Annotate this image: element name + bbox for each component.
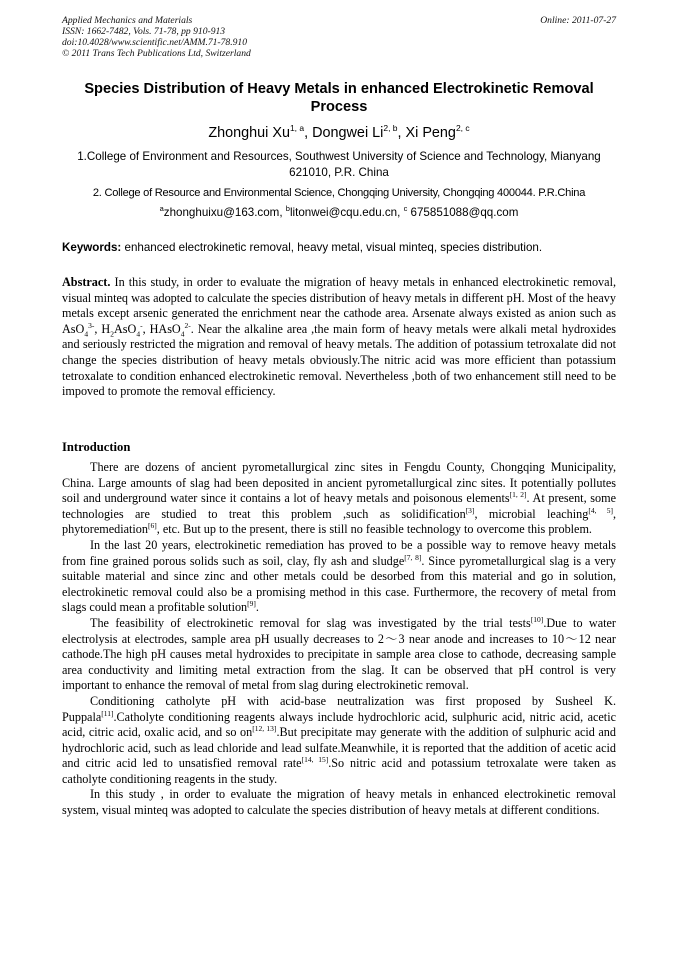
paragraph-text: . — [255, 600, 259, 615]
intro-paragraph-5: In this study , in order to evaluate the migration of heavy metals in enhanced electrokinetic removal system, visual minteq was adopted to calculate the species distribution of heavy metals at different conditions. — [62, 787, 616, 818]
abstract-text: , HAsO — [142, 321, 181, 336]
journal-header — [62, 15, 251, 59]
paragraph-text: .But precipitate may generate with the addition of sulphuric acid and hydrochloric acid, such as lead chloride and lead sulfate.Meanwhile, it is reported that the addition of acetic acid and citric acid led to unsatisfied removal rate — [62, 725, 616, 771]
chem-superscript: 2- — [184, 320, 191, 330]
citation[interactable]: [9] — [247, 599, 256, 609]
intro-paragraph-2 — [62, 538, 616, 616]
keywords-line — [62, 240, 616, 256]
citation[interactable]: [6] — [147, 521, 157, 531]
abstract-text: AsO — [113, 321, 137, 336]
affiliation-1: 1.College of Environment and Resources, Southwest University of Science and Technology, Mianyang 621010, P.R. China — [77, 150, 601, 179]
citation[interactable]: [10] — [530, 614, 544, 624]
doi-line: doi:10.4028/www.scientific.net/AMM.71-78.910 — [62, 37, 248, 48]
paragraph-text: , etc. But up to the present, there is still no feasible technology to overcome this problem. — [156, 522, 592, 537]
author-affil-mark: 1, a — [289, 123, 305, 134]
copyright-line: © 2011 Trans Tech Publications Ltd, Switzerland — [62, 48, 251, 59]
email-b[interactable]: litonwei@cqu.edu.cn, — [289, 206, 404, 219]
email-mark: b — [285, 204, 290, 214]
paragraph-text: .So nitric acid and potassium tetroxalate were taken as catholyte conditioning reagents in the study. — [62, 756, 617, 786]
abstract — [62, 275, 616, 400]
author-affil-mark: 2, b — [383, 123, 398, 134]
paper-title: Species Distribution of Heavy Metals in enhanced Electrokinetic Removal Process — [84, 81, 594, 115]
paragraph-text: . Since pyrometallurgical slag is a very suitable material and since zinc and other metals could be desorbed from this material and go in solution, electrokinetic removal could also be a promising method in this case. Furthermore, the recovery of metal from slags could mean a profitable solution — [62, 553, 616, 615]
paragraph-text: Conditioning catholyte pH with acid-base neutralization was first proposed by Susheel K. Puppala — [62, 693, 616, 724]
issn-line: ISSN: 1662-7482, Vols. 71-78, pp 910-913 — [62, 26, 226, 37]
author-name: Dongwei Li — [312, 125, 384, 141]
chem-superscript: - — [140, 320, 143, 330]
online-date: Online: 2011-07-27 — [540, 15, 616, 26]
journal-name: Applied Mechanics and Materials — [62, 15, 193, 26]
paragraph-text: There are dozens of ancient pyrometallurgical zinc sites in Fengdu County, Chongqing Municipality, China. Large amounts of slag had been deposited in ancient pyrometallurgical zinc sites. It potentially pollutes soil and underground water since it contains a lot of heavy metals and poisonous elements — [62, 460, 616, 506]
paragraph-text: , phytoremediation — [62, 506, 616, 537]
citation[interactable]: [3] — [465, 505, 475, 515]
email-list — [62, 205, 616, 221]
author-name: Xi Peng — [405, 125, 456, 141]
paragraph-text: .Catholyte conditioning reagents always include hydrochloric acid, sulphuric acid, nitric acid, acetic acid, citric acid, oxalic acid, and so on — [62, 709, 616, 740]
paragraph-text: . At present, some technologies are studied to treat this problem ,such as solidification — [62, 491, 616, 521]
author-separator: , — [397, 125, 406, 141]
abstract-text: . Near the alkaline area ,the main form of heavy metals were alkali metal hydroxides and seriously restricted the migration and removal of heavy metals. The addition of potassium tetroxalate did not change the species distribution of heavy metals obviously.The nitric acid was more efficient than potassium tetroxalate to condition enhanced electrokinetic removal. Nevertheless ,both of two enhancement still need to be impoved to promote the removal efficiency. — [62, 321, 616, 399]
email-c[interactable]: 675851088@qq.com — [407, 206, 519, 219]
paragraph-text: .Due to water electrolysis at electrodes, sample area pH usually decreases to 2～3 near anode and increases to 10～12 near cathode.The high pH causes metal hydroxides to precipitate in sample area close to cathode, decreasing sample area conductivity and limiting metal extraction from the slag. It can be observed that pH control is very important to enhance the removal of metal from slag during electrokinetic removal. — [62, 615, 616, 693]
intro-paragraph-1 — [62, 460, 616, 538]
author-name: Zhonghui Xu — [208, 125, 290, 141]
email-a[interactable]: zhonghuixu@163.com, — [163, 206, 286, 219]
affiliation-2: 2. College of Resource and Environmental Science, Chongqing University, Chongqing 400044. P.R.China — [92, 187, 586, 199]
paragraph-text: In the last 20 years, electrokinetic remediation has proved to be a possible way to remove heavy metals from fine grained porous solids such as soil, clay, fly ash and sludge — [62, 537, 616, 568]
author-list — [62, 124, 616, 142]
paragraph-text: , microbial leaching — [474, 506, 589, 521]
abstract-text: In this study, in order to evaluate the migration of heavy metals in enhanced electrokinetic removal, visual minteq was adopted to calculate the species distribution of heavy metals in different pH. Most of the heavy metals except arsenic generated the enrichment near the cathode area. Arsenate always existed as anion such as AsO — [62, 275, 616, 336]
citation[interactable]: [1, 2] — [509, 490, 527, 500]
intro-paragraph-3 — [62, 616, 616, 694]
chem-subscript: 2 — [110, 329, 114, 339]
keywords-label: Keywords: — [62, 241, 122, 254]
citation[interactable]: [14, 15] — [301, 755, 329, 765]
keywords-text: enhanced electrokinetic removal, heavy metal, visual minteq, species distribution. — [121, 241, 543, 254]
citation[interactable]: [12, 13] — [252, 724, 277, 734]
author-separator: , — [304, 125, 313, 141]
email-mark: a — [159, 204, 164, 214]
chem-subscript: 4 — [180, 329, 185, 339]
intro-paragraph-4 — [62, 694, 616, 788]
introduction-heading: Introduction — [62, 440, 131, 454]
abstract-label: Abstract. — [62, 275, 111, 289]
citation[interactable]: [4, 5] — [588, 505, 613, 515]
chem-subscript: 4 — [136, 329, 141, 339]
paragraph-text: The feasibility of electrokinetic removal for slag was investigated by the trial tests — [90, 615, 531, 630]
chem-superscript: 3- — [88, 320, 95, 330]
email-mark: c — [403, 204, 408, 214]
chem-subscript: 4 — [84, 329, 89, 339]
abstract-paragraph — [62, 275, 616, 400]
citation[interactable]: [11] — [101, 708, 114, 718]
abstract-text: , H — [94, 321, 111, 336]
author-affil-mark: 2, c — [455, 123, 470, 134]
introduction-body — [62, 460, 616, 819]
citation[interactable]: [7, 8] — [404, 552, 422, 562]
